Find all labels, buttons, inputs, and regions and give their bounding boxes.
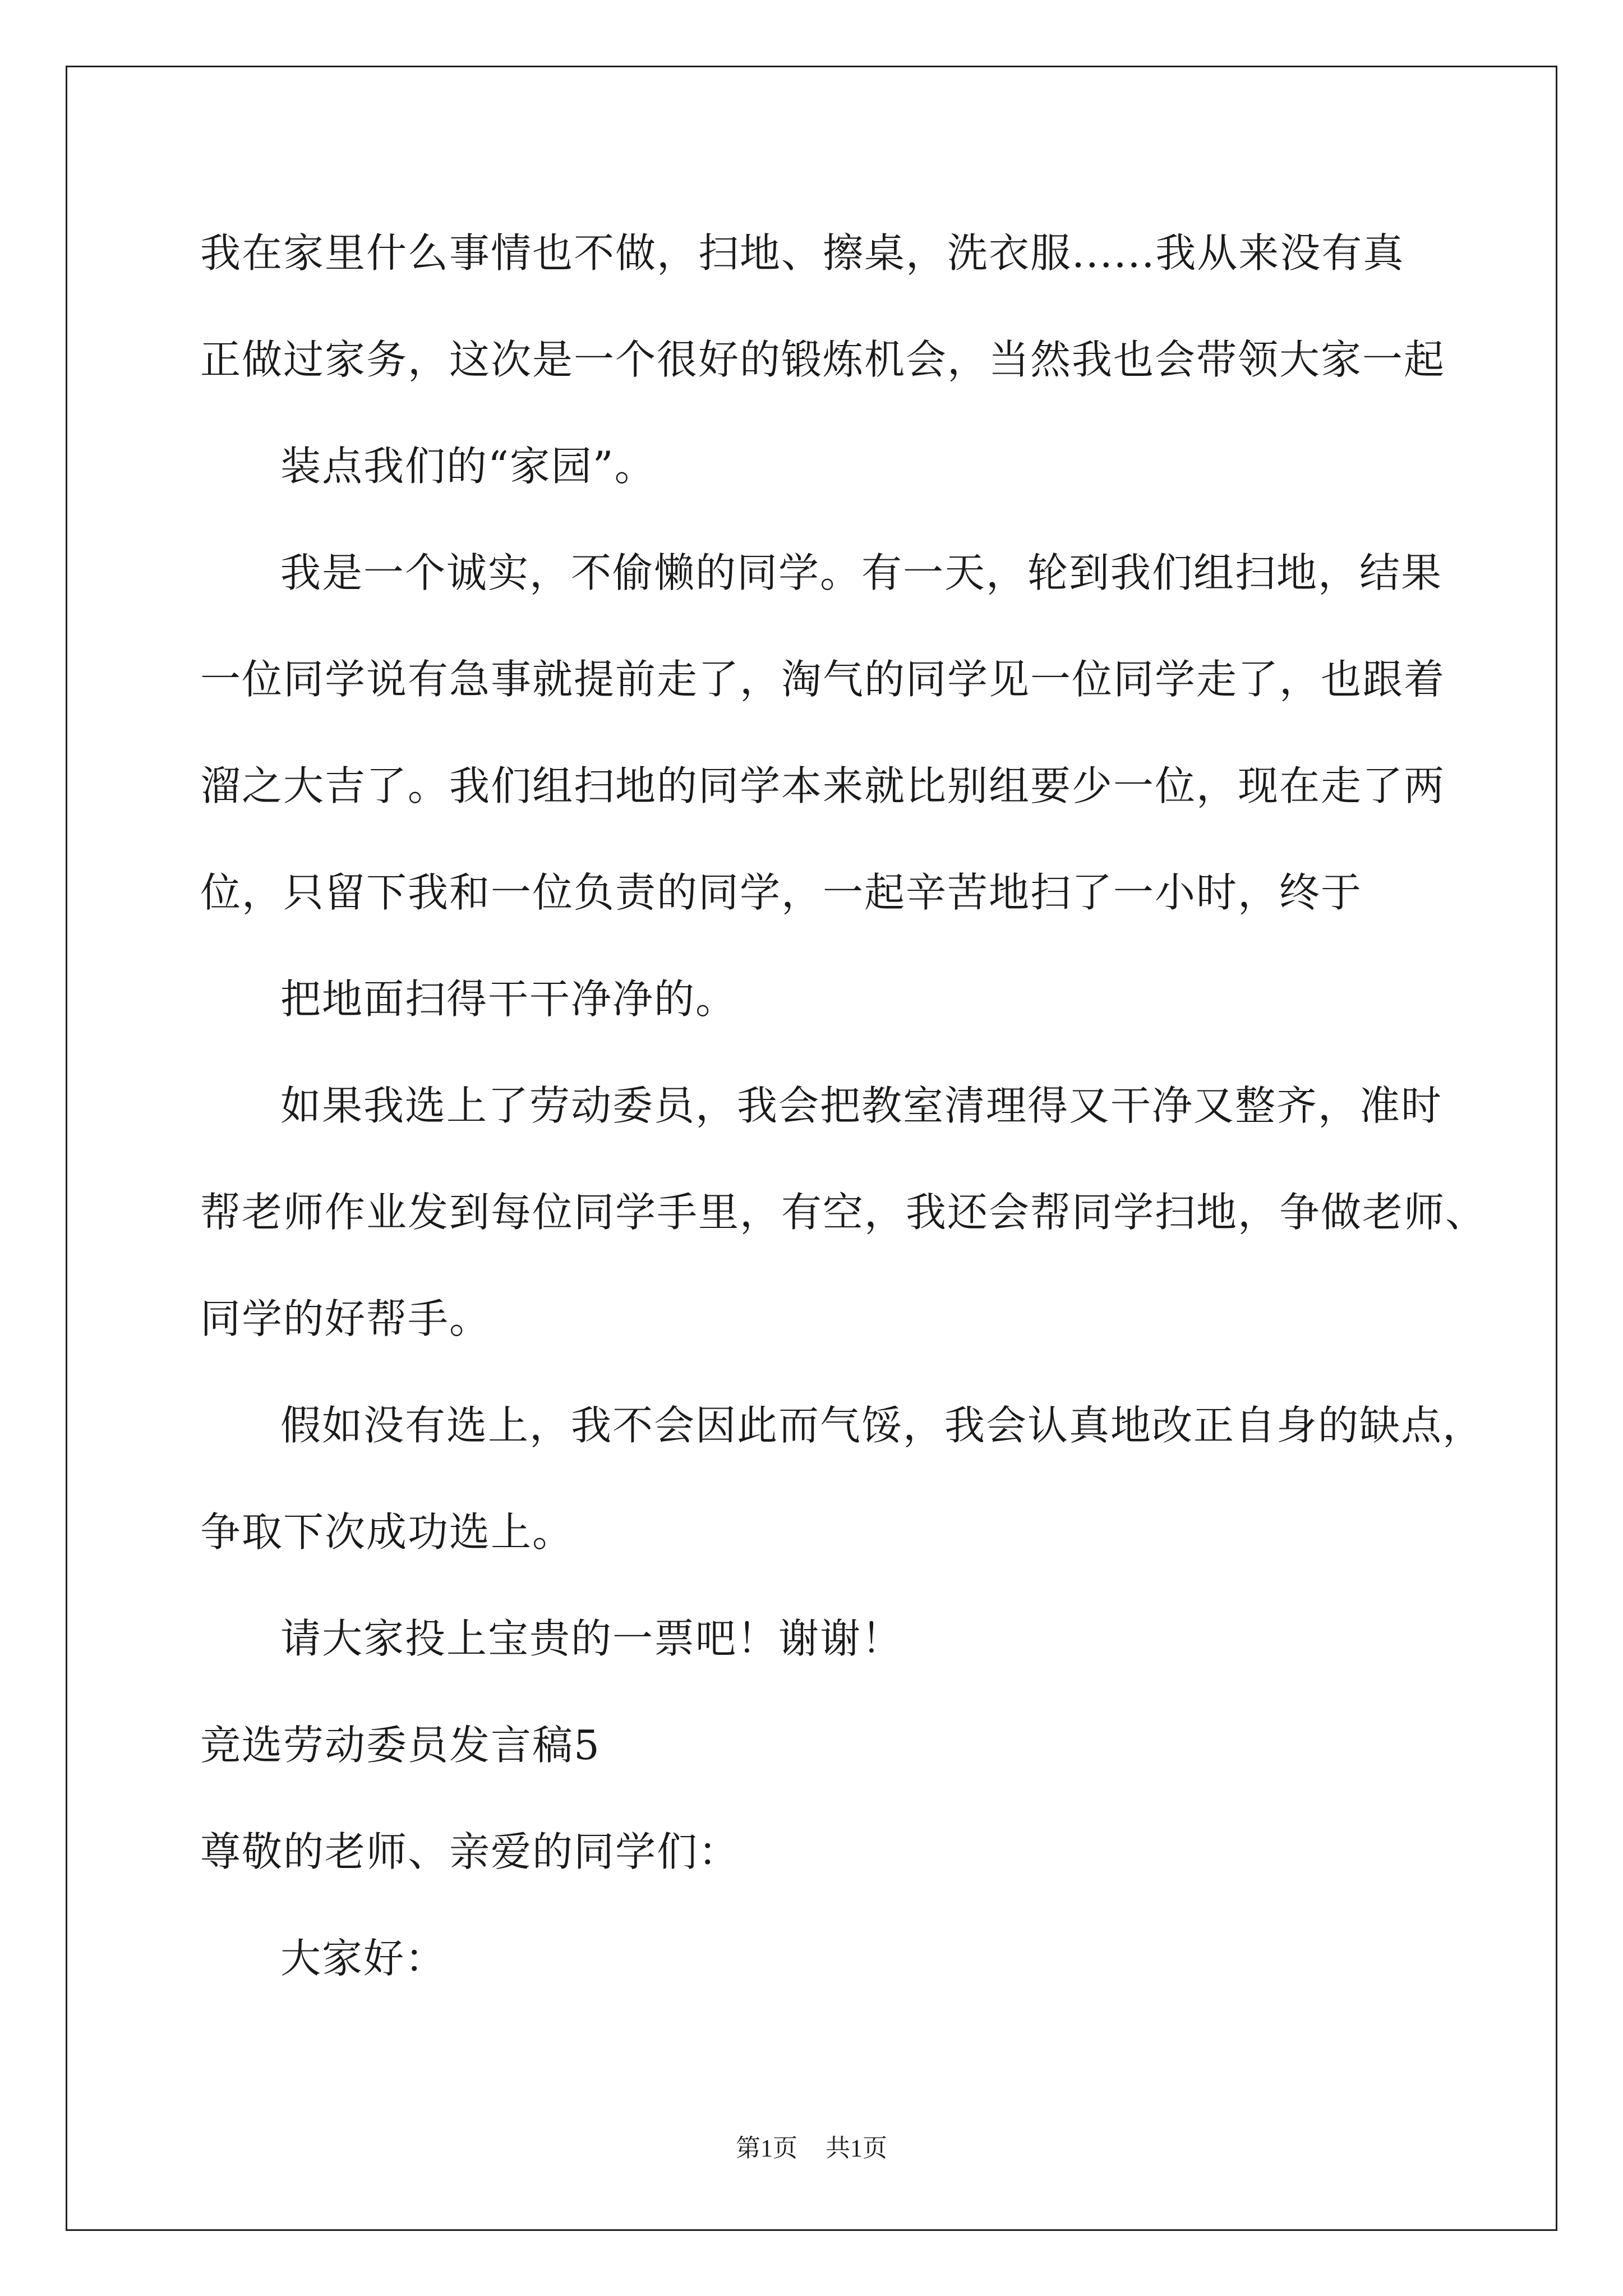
- text-line: 把地面扫得干干净净的。: [280, 976, 737, 1023]
- text-line: 争取下次成功选上。: [200, 1508, 574, 1556]
- page-footer: [0, 2132, 1623, 2165]
- section-title: 竞选劳动委员发言稿5: [200, 1722, 601, 1769]
- paragraph-start: 假如没有选上，我不会因此而气馁，我会认真地改正自身的缺点，: [280, 1402, 1484, 1449]
- greeting: 大家好：: [280, 1935, 447, 1982]
- paragraph-start: 请大家投上宝贵的一票吧！谢谢！: [280, 1615, 903, 1662]
- text-line: 一位同学说有急事就提前走了，淘气的同学见一位同学走了，也跟着: [200, 656, 1446, 703]
- text-line: 装点我们的“家园”。: [280, 443, 656, 490]
- page-total: 共1页: [826, 2134, 887, 2162]
- page-current: 第1页: [736, 2134, 797, 2162]
- salutation: 尊敬的老师、亲爱的同学们：: [200, 1828, 740, 1875]
- text-line: 溜之大吉了。我们组扫地的同学本来就比别组要少一位，现在走了两: [200, 762, 1446, 809]
- paragraph-start: 如果我选上了劳动委员，我会把教室清理得又干净又整齐，准时: [280, 1082, 1443, 1129]
- text-line: 正做过家务，这次是一个很好的锻炼机会，当然我也会带领大家一起: [200, 336, 1446, 383]
- text-line: 我在家里什么事情也不做，扫地、擦桌，洗衣服......我从来没有真: [200, 229, 1405, 277]
- paragraph-start: 我是一个诚实，不偷懒的同学。有一天，轮到我们组扫地，结果: [280, 549, 1443, 596]
- page-border: [66, 66, 1557, 2231]
- text-line: 位，只留下我和一位负责的同学，一起辛苦地扫了一小时，终于: [200, 869, 1363, 916]
- text-line: 同学的好帮手。: [200, 1295, 491, 1342]
- text-line: 帮老师作业发到每位同学手里，有空，我还会帮同学扫地，争做老师、: [200, 1189, 1487, 1236]
